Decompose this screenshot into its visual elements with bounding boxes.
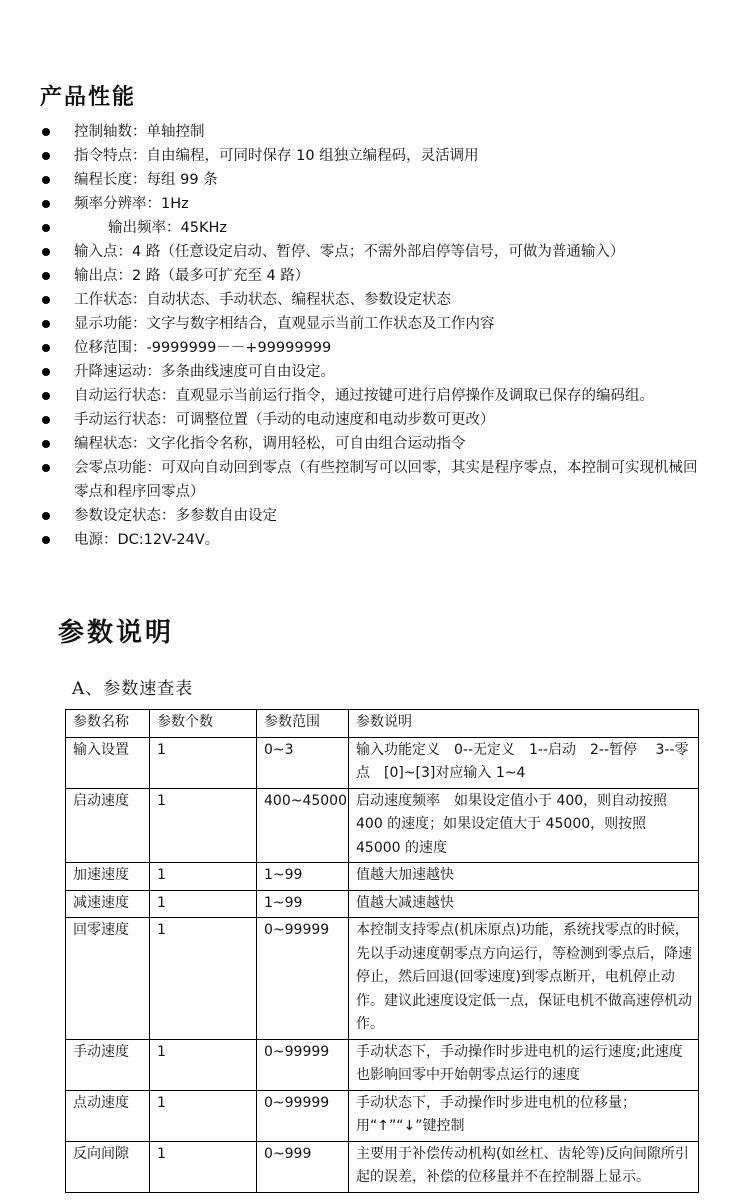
header-cell: 参数名称: [66, 710, 150, 738]
feature-item: 编程长度：每组 99 条: [40, 168, 700, 192]
param-desc-cell: 本控制支持零点(机床原点)功能，系统找零点的时候，先以手动速度朝零点方向运行，等检测到零点后，降速停止，然后回退(回零速度)到零点断开，电机停止动作。建议此速度设定低一点，保证电机不做高速停机动作。: [349, 918, 699, 1040]
param-name-cell: 加速速度: [66, 863, 150, 891]
header-cell: 参数个数: [150, 710, 257, 738]
param-count-cell: 1: [150, 863, 257, 891]
feature-item: 电源：DC:12V-24V。: [40, 528, 700, 552]
feature-item: 显示功能：文字与数字相结合，直观显示当前工作状态及工作内容: [40, 312, 700, 336]
param-range-cell: 0~3: [257, 737, 349, 788]
table-row: [66, 788, 699, 863]
bullet-icon: [42, 416, 50, 424]
param-name-cell: 启动速度: [66, 788, 150, 863]
table-row: [66, 863, 699, 891]
bullet-icon: [42, 152, 50, 160]
feature-item: 参数设定状态：多参数自由设定: [40, 504, 700, 528]
table-row: [66, 1039, 699, 1090]
param-desc-cell: 主要用于补偿传动机构(如丝杠、齿轮等)反向间隙所引起的误差，补偿的位移量并不在控制器上显示。: [349, 1141, 699, 1192]
table-row: [66, 1090, 699, 1141]
bullet-icon: [42, 368, 50, 376]
section-title-features: 产品性能: [40, 85, 137, 110]
bullet-icon: [42, 440, 50, 448]
feature-item: 频率分辨率：1Hz: [40, 192, 700, 216]
param-count-cell: 1: [150, 788, 257, 863]
bullet-icon: [42, 512, 50, 520]
bullet-icon: [42, 248, 50, 256]
param-range-cell: 1~99: [257, 863, 349, 891]
bullet-icon: [42, 224, 50, 232]
param-desc-cell: 启动速度频率 如果设定值小于 400，则自动按照 400 的速度；如果设定值大于 45000，则按照 45000 的速度: [349, 788, 699, 863]
table-header-row: [66, 710, 699, 738]
feature-item: 控制轴数：单轴控制: [40, 120, 700, 144]
feature-item: 输入点：4 路（任意设定启动、暂停、零点；不需外部启停等信号，可做为普通输入）: [40, 240, 700, 264]
header-cell: 参数说明: [349, 710, 699, 738]
bullet-icon: [42, 176, 50, 184]
param-desc-cell: 手动状态下，手动操作时步进电机的运行速度;此速度也影响回零中开始朝零点运行的速度: [349, 1039, 699, 1090]
bullet-icon: [42, 128, 50, 136]
feature-item: 自动运行状态：直观显示当前运行指令，通过按键可进行启停操作及调取已保存的编码组。: [40, 384, 700, 408]
feature-list: [40, 120, 700, 552]
param-name-cell: 回零速度: [66, 918, 150, 1040]
feature-item: 手动运行状态：可调整位置（手动的电动速度和电动步数可更改）: [40, 408, 700, 432]
bullet-icon: [42, 200, 50, 208]
param-range-cell: 0~99999: [257, 918, 349, 1040]
section-subtitle-quick-table: A、参数速查表: [72, 679, 194, 699]
param-range-cell: 0~99999: [257, 1090, 349, 1141]
parameter-table: [65, 709, 699, 1193]
feature-item: 会零点功能：可双向自动回到零点（有些控制写可以回零，其实是程序零点，本控制可实现机械回零点和程序回零点）: [40, 456, 700, 504]
feature-item: 工作状态：自动状态、手动状态、编程状态、参数设定状态: [40, 288, 700, 312]
param-count-cell: 1: [150, 1090, 257, 1141]
param-desc-cell: 值越大加速越快: [349, 863, 699, 891]
table-row: [66, 737, 699, 788]
param-name-cell: 点动速度: [66, 1090, 150, 1141]
param-count-cell: 1: [150, 918, 257, 1040]
param-name-cell: 输入设置: [66, 737, 150, 788]
bullet-icon: [42, 464, 50, 472]
param-desc-cell: 值越大减速越快: [349, 890, 699, 918]
param-desc-cell: 输入功能定义 0--无定义 1--启动 2--暂停 3--零点 [0]~[3]对应输入 1~4: [349, 737, 699, 788]
param-count-cell: 1: [150, 1039, 257, 1090]
bullet-icon: [42, 344, 50, 352]
bullet-icon: [42, 320, 50, 328]
feature-item: 编程状态：文字化指令名称，调用轻松，可自由组合运动指令: [40, 432, 700, 456]
bullet-icon: [42, 296, 50, 304]
param-range-cell: 0~999: [257, 1141, 349, 1192]
param-range-cell: 0~99999: [257, 1039, 349, 1090]
header-cell: 参数范围: [257, 710, 349, 738]
table-row: [66, 918, 699, 1040]
param-count-cell: 1: [150, 890, 257, 918]
feature-item: 输出频率：45KHz: [40, 216, 700, 240]
section-title-params: 参数说明: [58, 618, 175, 648]
feature-item: 位移范围：-9999999－－+99999999: [40, 336, 700, 360]
param-count-cell: 1: [150, 737, 257, 788]
table-row: [66, 890, 699, 918]
bullet-icon: [42, 392, 50, 400]
param-range-cell: 1~99: [257, 890, 349, 918]
feature-item: 指令特点：自由编程，可同时保存 10 组独立编程码，灵活调用: [40, 144, 700, 168]
param-name-cell: 手动速度: [66, 1039, 150, 1090]
feature-item: 升降速运动：多条曲线速度可自由设定。: [40, 360, 700, 384]
param-count-cell: 1: [150, 1141, 257, 1192]
bullet-icon: [42, 272, 50, 280]
param-desc-cell: 手动状态下，手动操作时步进电机的位移量；用“↑”“↓”键控制: [349, 1090, 699, 1141]
param-name-cell: 减速速度: [66, 890, 150, 918]
param-range-cell: 400~45000: [257, 788, 349, 863]
param-name-cell: 反向间隙: [66, 1141, 150, 1192]
feature-item: 输出点：2 路（最多可扩充至 4 路）: [40, 264, 700, 288]
bullet-icon: [42, 536, 50, 544]
table-row: [66, 1141, 699, 1192]
